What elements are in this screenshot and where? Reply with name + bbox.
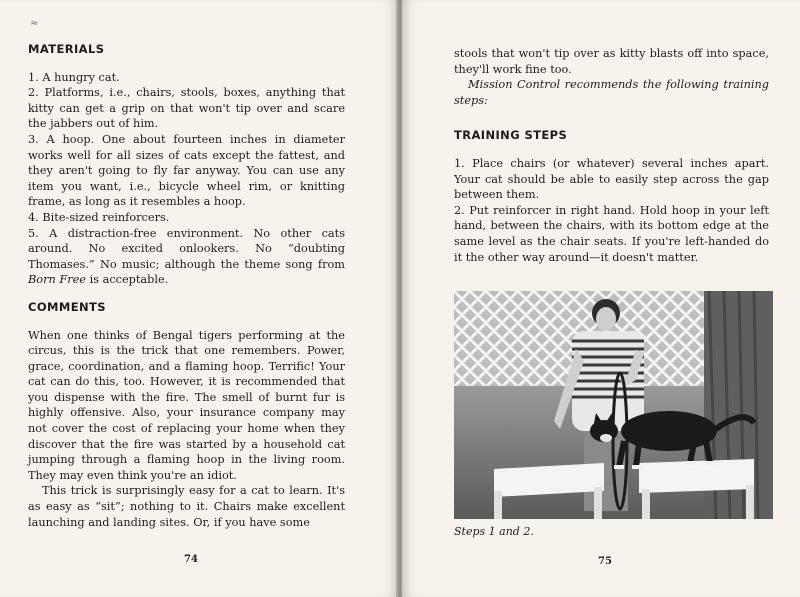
right-page [402, 0, 800, 597]
comments-paragraph: When one thinks of Bengal tigers performing at the circus, this is the trick that one remembers. Power, grace, coordination, and a flaming hoop. Terrific! Your cat can do this, too. However, it is recommended that you dispense with the fire. The smell of burnt fur is highly offensive. Also, your insurance company may not cover the cost of replacing your home when they discover that the fire was started by a household cat jumping through a flaming hoop in the living room. They may even think you're an idiot. [28, 328, 345, 482]
photo-caption: Steps 1 and 2. [454, 525, 534, 538]
materials-item: 1. A hungry cat. [28, 70, 120, 84]
left-page [0, 0, 398, 597]
materials-heading: MATERIALS [28, 42, 105, 56]
corner-mark: ≈ [30, 18, 39, 29]
training-steps-heading: TRAINING STEPS [454, 128, 568, 143]
continuation-text: stools that won't tip over as kitty blasts off into space, they'll work fine too. [454, 47, 769, 76]
materials-item: 2. Platforms, i.e., chairs, stools, boxes, anything that kitty can get a grip on that won't tip over and scare the jabbers out of him. [28, 86, 345, 131]
photo-illustration [454, 291, 773, 519]
training-step: 2. Put reinforcer in right hand. Hold hoop in your left hand, between the chairs, with its bottom edge at the same level as the chair seats. If you're left-handed do it the other way around—it doesn't matter. [454, 203, 769, 264]
materials-item: 4. Bite-sized reinforcers. [28, 210, 170, 224]
training-step: 1. Place chairs (or whatever) several inches apart. Your cat should be able to easily step across the gap between them. [454, 156, 769, 202]
recommend-text: Mission Control recommends the following training steps: [454, 78, 769, 107]
page-number: 75 [598, 556, 612, 567]
born-free-title: Born Free [28, 273, 86, 287]
materials-item: 3. A hoop. One about fourteen inches in diameter works well for all sizes of cats except the fattest, and they aren't going to fly far anyway. You can use any item you want, i.e., bicycle wheel rim, or knitting frame, as long as it resembles a hoop. [28, 132, 345, 209]
training-photo [454, 291, 773, 519]
left-column [28, 42, 345, 530]
materials-item: 5. A distraction-free environment. No other cats around. No excited onlookers. No “doubting Thomases.” No music; although the theme song from Born Free is acceptable. [28, 226, 345, 287]
right-column [454, 46, 769, 265]
comments-paragraph: This trick is surprisingly easy for a cat to learn. It's as easy as “sit”; nothing to it. Chairs make excellent launching and landing sites. Or, if you have some [28, 484, 345, 529]
page-number: 74 [184, 554, 198, 565]
comments-heading: COMMENTS [28, 299, 106, 314]
